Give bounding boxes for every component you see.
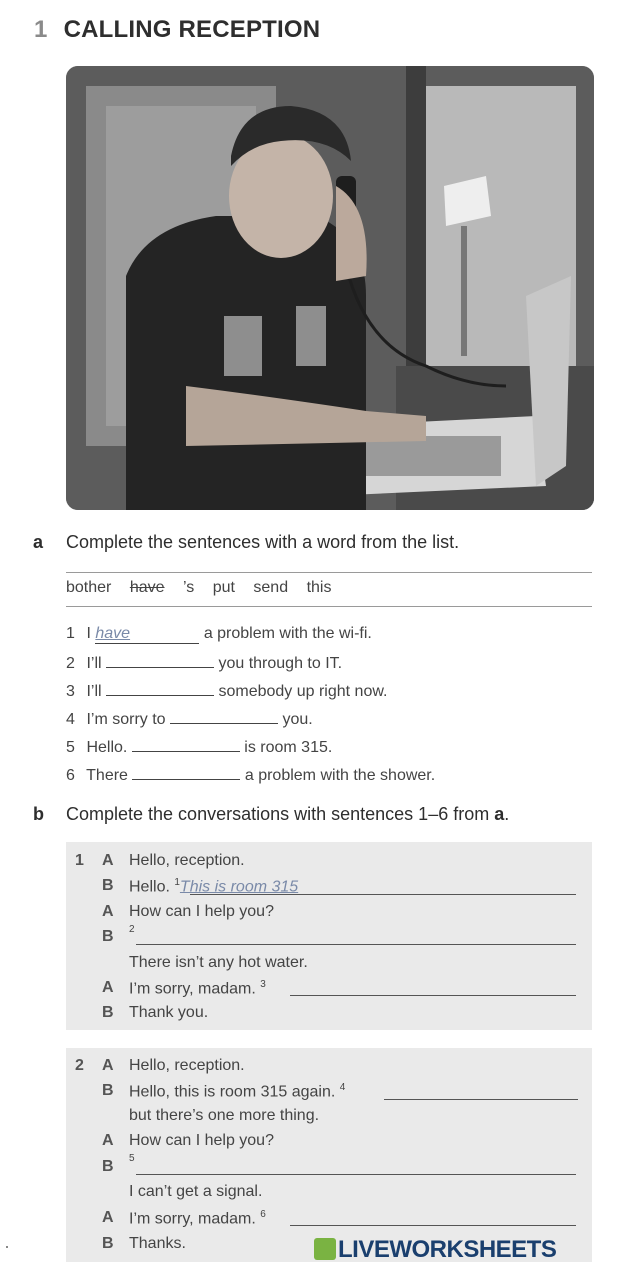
conv2-speaker-5: B	[102, 1158, 114, 1175]
conv2-speaker-2: B	[102, 1082, 114, 1099]
conv2-line-2: Hello, this is room 315 again. $^4$	[129, 1082, 346, 1101]
conv1-line-6: I’m sorry, madam. $^3$	[129, 979, 266, 998]
liveworksheets-logo-icon	[314, 1238, 336, 1260]
conv2-speaker-8: B	[102, 1235, 114, 1252]
word-list-top-rule	[66, 572, 592, 573]
conv2-line-6: I can’t get a signal.	[129, 1183, 263, 1200]
conv1-line-4: 2	[129, 924, 135, 935]
sentence-6: 6 There a problem with the shower.	[66, 767, 436, 784]
conv2-line-3: but there’s one more thing.	[129, 1107, 320, 1124]
word-bother: bother	[66, 579, 112, 596]
conv2-line-4: How can I help you?	[129, 1132, 274, 1149]
word-s: ’s	[182, 579, 195, 596]
section-a-instruction: Complete the sentences with a word from the list.	[66, 532, 460, 552]
word-send: send	[253, 579, 289, 596]
conversation-1-number: 1	[75, 852, 84, 869]
section-b-letter: b	[33, 804, 44, 824]
liveworksheets-logo: LIVEWORKSHEETS	[314, 1236, 556, 1264]
conversation-1-box	[66, 842, 592, 1030]
conv1-line-5: There isn’t any hot water.	[129, 954, 308, 971]
conv1-blank-2[interactable]	[136, 944, 576, 945]
conv2-blank-6[interactable]	[290, 1225, 576, 1226]
conversation-2-number: 2	[75, 1057, 84, 1074]
conv1-line-7: Thank you.	[129, 1004, 209, 1021]
conversation-2-box	[66, 1048, 592, 1262]
word-this: this	[306, 579, 332, 596]
conv1-line-1: Hello, reception.	[129, 852, 245, 869]
sentence-1: 1 I have a problem with the wi-fi.	[66, 625, 372, 642]
sentence-6-blank[interactable]	[132, 765, 240, 780]
conv1-blank-1[interactable]	[190, 894, 576, 895]
sentence-2-blank[interactable]	[106, 653, 214, 668]
conv1-speaker-2: B	[102, 877, 114, 894]
word-put: put	[212, 579, 235, 596]
conv2-speaker-4: A	[102, 1132, 114, 1149]
section-b-instruction: Complete the conversations with sentences 1–6 from a.	[66, 804, 510, 824]
sentence-3-blank[interactable]	[106, 681, 214, 696]
exercise-title: CALLING RECEPTION	[63, 16, 321, 43]
word-list-bottom-rule	[66, 606, 592, 607]
word-list	[66, 579, 345, 597]
section-a-letter: a	[33, 532, 44, 552]
sentence-3: 3 I’ll somebody up right now.	[66, 683, 388, 700]
conv1-line-2: Hello. $^1$This is room 315	[129, 877, 299, 896]
conv1-speaker-6: A	[102, 979, 114, 996]
sentence-5-blank[interactable]	[132, 737, 240, 752]
sentence-5: 5 Hello. is room 315.	[66, 739, 333, 756]
conv1-speaker-1: A	[102, 852, 114, 869]
man-on-phone-photo	[66, 66, 594, 510]
word-have: have	[129, 579, 165, 596]
exercise-number: 1	[34, 16, 48, 43]
exercise-heading	[34, 16, 320, 44]
conv1-blank-3[interactable]	[290, 995, 576, 996]
sentence-1-answer[interactable]: have	[95, 625, 199, 644]
sentence-4: 4 I’m sorry to you.	[66, 711, 313, 728]
conv1-line-3: How can I help you?	[129, 903, 274, 920]
sentence-2: 2 I’ll you through to IT.	[66, 655, 343, 672]
conv2-blank-4[interactable]	[384, 1099, 578, 1100]
conv1-answer-1[interactable]: This is room 315	[179, 878, 299, 896]
conv2-line-8: Thanks.	[129, 1235, 186, 1252]
sentence-4-blank[interactable]	[170, 709, 278, 724]
conv2-blank-5[interactable]	[136, 1174, 576, 1175]
margin-dot	[6, 1246, 8, 1248]
conv1-speaker-7: B	[102, 1004, 114, 1021]
conv2-line-7: I’m sorry, madam. $^6$	[129, 1209, 266, 1228]
conv2-speaker-1: A	[102, 1057, 114, 1074]
conv2-line-1: Hello, reception.	[129, 1057, 245, 1074]
conv1-speaker-3: A	[102, 903, 114, 920]
conv1-speaker-4: B	[102, 928, 114, 945]
conv2-line-5: 5	[129, 1153, 135, 1164]
conv2-speaker-7: A	[102, 1209, 114, 1226]
